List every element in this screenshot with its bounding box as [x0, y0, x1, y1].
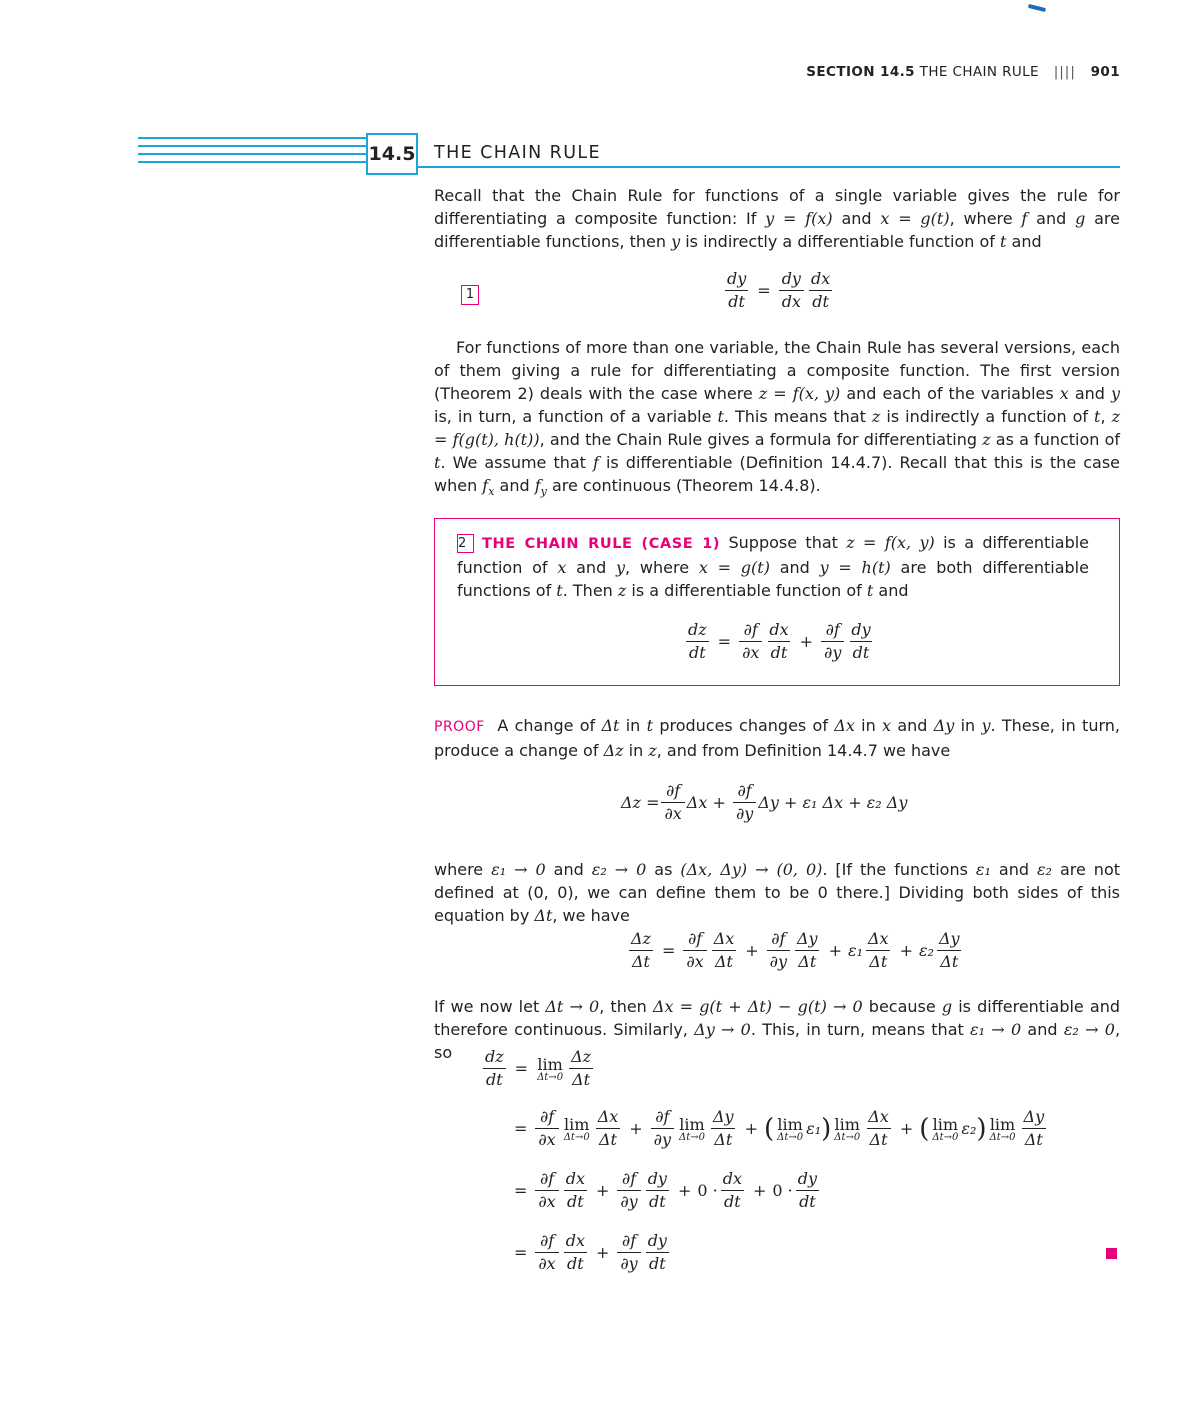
separator: |||| [1053, 64, 1076, 80]
running-title: THE CHAIN RULE [919, 64, 1039, 80]
running-head [806, 64, 1120, 80]
section-number: 14.5 [366, 133, 418, 175]
proof-paragraph: PROOF A change of Δt in t produces changes of Δx in x and Δy in y. These, in turn, produce a change of Δz in z, and from Definition 14.4.7 we have [434, 716, 1120, 760]
qed-square-icon [1106, 1248, 1117, 1259]
proof-paragraph: where ε₁ → 0 and ε₂ → 0 as (Δx, Δy) → (0, 0). [If the functions ε₁ and ε₂ are not defined at (0, 0), we can define them to be 0 there.] Dividing both sides of this equation by Δt, we have [434, 860, 1120, 925]
theorem-statement: 2 THE CHAIN RULE (CASE 1) Suppose that z = f(x, y) is a differentiable function of x and y, where x = g(t) and y = h(t) are both differentiable functions of t. Then z is a differentiable function of t and [457, 533, 1090, 600]
section-title: THE CHAIN RULE [434, 143, 602, 163]
proof-paragraph: If we now let Δt → 0, then Δx = g(t + Δt) − g(t) → 0 because g is differentiable and therefore continuous. Similarly, Δy → 0. This, in turn, means that ε₁ → 0 and ε₂ → 0, so [434, 997, 1121, 1062]
proof-label: PROOF [434, 719, 485, 735]
section-label: SECTION 14.5 [806, 64, 915, 80]
derivation-line: = $\frac{\partial f}{\partial x}$ lim Δt→0 $\frac{\Delta x}{\Delta t}$ + $\frac{\partial f}{\partial y}$ lim Δt→0 $\frac{\Delta y}{\Delta t}$ + ( lim Δt→0 ε₁ ) lim Δt→0 $\frac{\Delta x}{\Delta t}$ + ( lim Δt→0 ε₂ ) lim Δt→0 $\frac{\Delta y}{\Delta t}$ [514, 1107, 1045, 1150]
equation-number: 1 [461, 285, 479, 305]
derivation-line: = $\frac{\partial f}{\partial x}$ $\frac{dx}{dt}$ + $\frac{\partial f}{\partial y}$ $\frac{dy}{dt}$ [514, 1231, 667, 1274]
page-number: 901 [1090, 64, 1120, 80]
equation-1: $\frac{dy}{dt}$ = $\frac{dy}{dx}$ $\frac{dx}{dt}$ [727, 269, 831, 312]
corner-mark [1028, 4, 1046, 12]
banner-rule [138, 137, 366, 139]
intro-paragraph: Recall that the Chain Rule for functions of a single variable gives the rule for differentiating a composite function: If y = f(x) and x = g(t), where f and g are differentiable functions, then y is indirectly a differentiable function of t and [434, 186, 1120, 251]
divided-equation: $\frac{\Delta z}{\Delta t}$ = $\frac{\partial f}{\partial x}$ $\frac{\Delta x}{\Delta t}$ + $\frac{\partial f}{\partial y}$ $\frac{\Delta y}{\Delta t}$ + ε₁ $\frac{\Delta x}{\Delta t}$ + ε₂ $\frac{\Delta y}{\Delta t}$ [631, 929, 960, 972]
derivation-line: = $\frac{\partial f}{\partial x}$ $\frac{dx}{dt}$ + $\frac{\partial f}{\partial y}$ $\frac{dy}{dt}$ + 0 · $\frac{dx}{dt}$ + 0 · $\frac{dy}{dt}$ [514, 1169, 818, 1212]
theorem-box [434, 518, 1120, 686]
banner-rule [138, 145, 366, 147]
delta-z-equation: Δz = $\frac{\partial f}{\partial x}$ Δx + $\frac{\partial f}{\partial y}$ Δy + ε₁ Δx + ε₂ Δy [621, 781, 908, 824]
derivation-line: $\frac{dz}{dt}$ = lim Δt→0 $\frac{\Delta z}{\Delta t}$ [485, 1047, 592, 1090]
theorem-heading: THE CHAIN RULE (CASE 1) [482, 536, 721, 552]
banner-rule [138, 161, 366, 163]
body-paragraph: For functions of more than one variable, the Chain Rule has several versions, each of them giving a rule for differentiating a composite function. The first version (Theorem 2) deals with the case where z = f(x, y) and each of the variables x and y is, in turn, a function of a variable t. This means that z is indirectly a function of t, z = f(g(t), h(t)), and the Chain Rule gives a formula for differentiating z as a function of t. We assume that f is differentiable (Definition 14.4.7). Recall that this is the case when $f_x$ and $f_y$ are continuous (Theorem 14.4.8). [434, 338, 1121, 499]
banner-rule [138, 153, 366, 155]
theorem-number: 2 [457, 534, 474, 553]
title-underline [416, 166, 1120, 168]
chain-rule-formula: $\frac{dz}{dt}$ = $\frac{\partial f}{\partial x}$ $\frac{dx}{dt}$ + $\frac{\partial f}{\partial y}$ $\frac{dy}{dt}$ [688, 620, 871, 663]
